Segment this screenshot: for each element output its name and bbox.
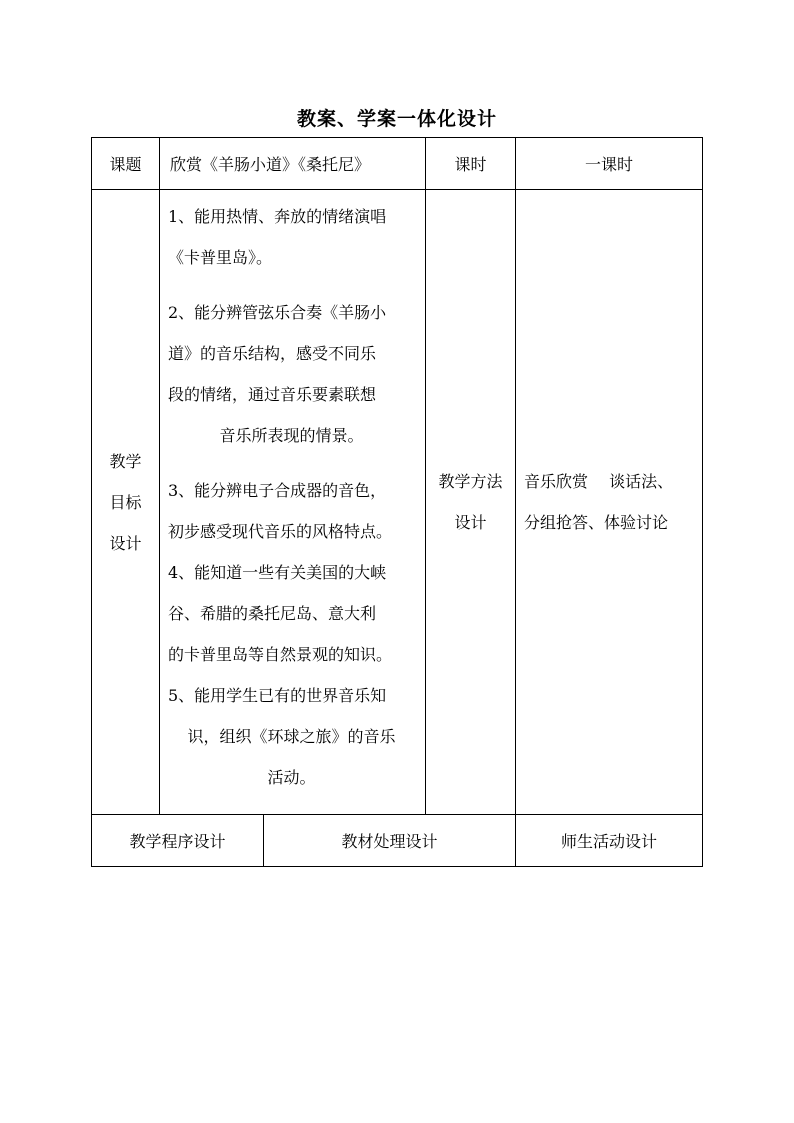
topic-value: 欣赏《羊肠小道》《桑托尼》 (170, 155, 371, 174)
objective-item-4 (168, 552, 415, 675)
objective-line: 1、能用热情、奔放的情绪演唱 (168, 207, 387, 226)
program-design-label: 教学程序设计 (129, 832, 226, 851)
objectives-label-cell (92, 190, 160, 815)
program-design-cell (92, 815, 264, 867)
objectives-label-line: 目标 (109, 492, 142, 512)
objective-line: 的卡普里岛等自然景观的知识。 (168, 645, 393, 664)
objective-item-5 (168, 675, 415, 798)
topic-label: 课题 (109, 155, 142, 174)
topic-label-cell (92, 138, 160, 190)
objective-line: 《卡普里岛》。 (168, 248, 273, 267)
method-value-cell (516, 190, 703, 815)
document-title: 教案、学案一体化设计 (296, 108, 497, 130)
objective-line: 5、能用学生已有的世界音乐知 (168, 686, 387, 705)
objective-line: 初步感受现代音乐的风格特点。 (168, 522, 393, 541)
objective-line: 4、能知道一些有关美国的大峡 (168, 563, 387, 582)
objectives-label-line: 教学 (109, 451, 142, 471)
objective-line: 音乐所表现的情景。 (219, 426, 364, 445)
objective-item-1 (168, 196, 415, 278)
method-label-line: 教学方法 (438, 472, 503, 491)
objective-line: 识，组织《环球之旅》的音乐 (187, 727, 396, 746)
material-design-label: 教材处理设计 (341, 832, 438, 851)
design-header-row (92, 815, 703, 867)
method-label-line: 设计 (454, 513, 487, 532)
hours-label: 课时 (454, 155, 487, 174)
objective-line: 谷、希腊的桑托尼岛、意大利 (168, 604, 377, 623)
activity-design-label: 师生活动设计 (561, 832, 658, 851)
topic-value-cell (160, 138, 426, 190)
objective-item-2 (168, 292, 415, 456)
objective-line: 段的情绪，通过音乐要素联想 (168, 385, 377, 404)
hours-value-cell (516, 138, 703, 190)
hours-label-cell (426, 138, 516, 190)
objective-line: 3、能分辨电子合成器的音色， (168, 481, 387, 500)
lesson-plan-table (91, 137, 703, 867)
hours-value: 一课时 (585, 155, 634, 174)
objective-line: 道》的音乐结构，感受不同乐 (168, 344, 377, 363)
objective-line: 活动。 (267, 768, 316, 787)
topic-row (92, 138, 703, 190)
activity-design-cell (516, 815, 703, 867)
objectives-cell (160, 190, 426, 815)
method-line: 分组抢答、体验讨论 (524, 513, 669, 532)
material-design-cell (264, 815, 516, 867)
method-label-cell (426, 190, 516, 815)
objectives-row (92, 190, 703, 815)
method-line: 音乐欣赏 谈话法、 (524, 472, 674, 491)
objective-line: 2、能分辨管弦乐合奏《羊肠小 (168, 303, 387, 322)
objective-item-3 (168, 470, 415, 552)
objectives-label-line: 设计 (109, 533, 142, 553)
